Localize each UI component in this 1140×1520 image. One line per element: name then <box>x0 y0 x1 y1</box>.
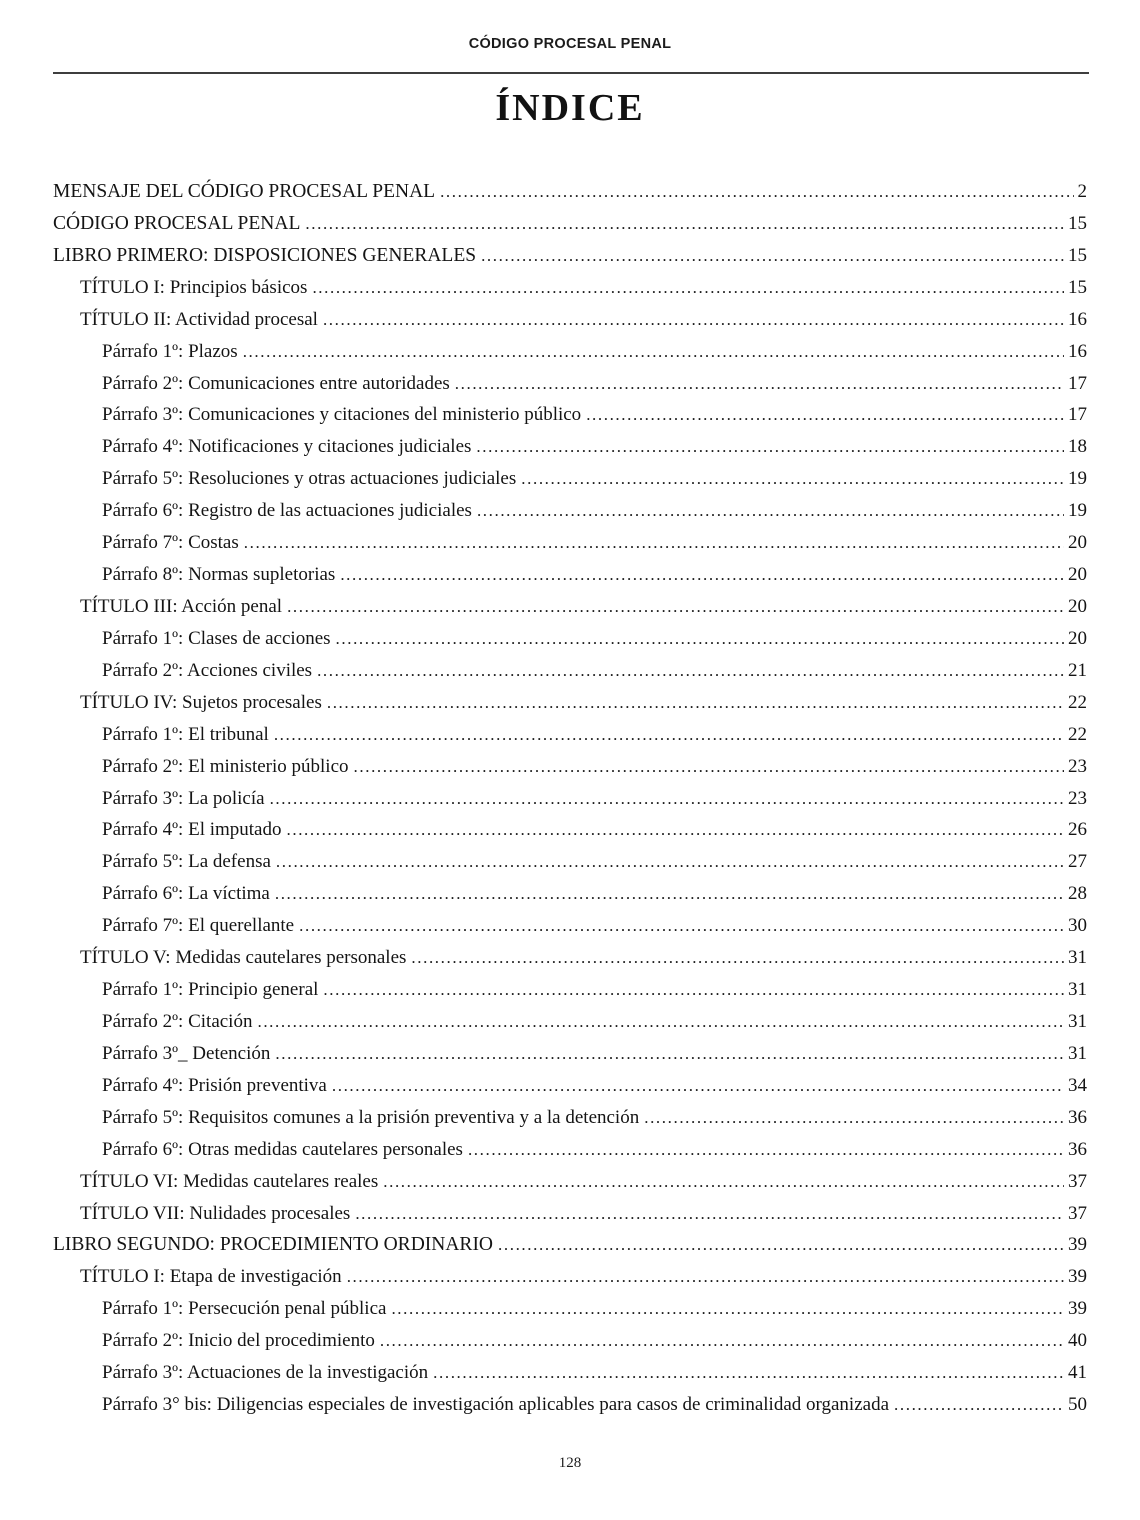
toc-entry <box>53 336 1087 368</box>
toc-entry <box>53 1389 1087 1421</box>
toc-entry <box>53 623 1087 655</box>
toc-entry <box>53 1325 1087 1357</box>
toc-entry-page-number: 21 <box>1068 659 1087 681</box>
dot-leader <box>476 431 1064 463</box>
toc-entry <box>53 878 1087 910</box>
toc-entry-label: Párrafo 2º: Comunicaciones entre autoridades <box>102 372 450 394</box>
toc-entry-page-number: 17 <box>1068 372 1087 394</box>
dot-leader <box>312 272 1064 304</box>
toc-entry-label: Párrafo 7º: El querellante <box>102 915 295 937</box>
dot-leader <box>275 1038 1064 1070</box>
toc-entry <box>53 368 1087 400</box>
toc-entry-label: MENSAJE DEL CÓDIGO PROCESAL PENAL <box>53 181 436 202</box>
dot-leader <box>521 463 1064 495</box>
dot-leader <box>586 399 1064 431</box>
dot-leader <box>354 751 1064 783</box>
toc-entry-page-number: 16 <box>1068 308 1087 330</box>
dot-leader <box>243 336 1064 368</box>
dot-leader <box>498 1229 1064 1261</box>
dot-leader <box>340 559 1064 591</box>
toc-entry-label: Párrafo 1º: Principio general <box>102 979 319 1001</box>
toc-entry <box>53 1134 1087 1166</box>
toc-entry <box>53 846 1087 878</box>
toc-entry-label: Párrafo 3º: Comunicaciones y citaciones del ministerio público <box>102 404 582 426</box>
dot-leader <box>455 368 1064 400</box>
toc-entry <box>53 1357 1087 1389</box>
dot-leader <box>327 687 1064 719</box>
dot-leader <box>287 814 1065 846</box>
toc-entry-page-number: 20 <box>1068 595 1087 617</box>
toc-entry-label: CÓDIGO PROCESAL PENAL <box>53 212 301 234</box>
dot-leader <box>274 719 1064 751</box>
dot-leader <box>336 623 1064 655</box>
dot-leader <box>244 527 1064 559</box>
dot-leader <box>347 1261 1064 1293</box>
toc-entry <box>53 687 1087 719</box>
toc-entry-page-number: 26 <box>1068 819 1087 841</box>
dot-leader <box>332 1070 1064 1102</box>
toc-entry-page-number: 50 <box>1068 1394 1087 1416</box>
toc-entry-page-number: 39 <box>1068 1266 1087 1288</box>
dot-leader <box>644 1102 1064 1134</box>
toc-entry-page-number: 34 <box>1068 1074 1087 1096</box>
running-header: CÓDIGO PROCESAL PENAL <box>468 36 672 52</box>
toc-entry <box>53 399 1087 431</box>
toc-entry-label: Párrafo 3º: Actuaciones de la investigación <box>102 1362 429 1384</box>
toc-entry-page-number: 16 <box>1068 340 1087 362</box>
dot-leader <box>411 942 1064 974</box>
dot-leader <box>481 240 1064 272</box>
dot-leader <box>894 1389 1064 1421</box>
toc-entry-page-number: 31 <box>1068 1010 1087 1032</box>
toc-entry-label: TÍTULO III: Acción penal <box>80 595 283 617</box>
toc-entry-page-number: 20 <box>1068 564 1087 586</box>
toc-entry-page-number: 39 <box>1068 1234 1087 1256</box>
toc-entry <box>53 655 1087 687</box>
toc-entry-label: Párrafo 4º: Prisión preventiva <box>102 1074 327 1096</box>
toc-entry <box>53 783 1087 815</box>
toc-entry-label: Párrafo 6º: Otras medidas cautelares personales <box>102 1138 463 1160</box>
toc-entry <box>53 751 1087 783</box>
toc-entry-label: TÍTULO I: Etapa de investigación <box>80 1266 342 1288</box>
toc-entry <box>53 463 1087 495</box>
toc-entry <box>53 1229 1087 1261</box>
toc-entry-page-number: 31 <box>1068 1042 1087 1064</box>
dot-leader <box>287 591 1064 623</box>
toc-entry-label: TÍTULO VII: Nulidades procesales <box>80 1202 351 1224</box>
toc-entry <box>53 559 1087 591</box>
dot-leader <box>323 304 1064 336</box>
toc-entry-label: Párrafo 2º: Inicio del procedimiento <box>102 1330 375 1352</box>
toc-entry-label: LIBRO SEGUNDO: PROCEDIMIENTO ORDINARIO <box>53 1234 494 1256</box>
toc-entry-label: Párrafo 3° bis: Diligencias especiales de investigación aplicables para casos de criminalidad organizada <box>102 1394 890 1416</box>
toc-entry-page-number: 22 <box>1068 723 1087 745</box>
toc-entry-label: TÍTULO IV: Sujetos procesales <box>80 691 322 713</box>
toc-entry-page-number: 15 <box>1068 212 1087 234</box>
toc-entry <box>53 208 1087 240</box>
toc-entry-page-number: 19 <box>1068 468 1087 490</box>
dot-leader <box>276 846 1064 878</box>
toc-entry-page-number: 41 <box>1068 1362 1087 1384</box>
toc-entry <box>53 1293 1087 1325</box>
toc-entry-page-number: 23 <box>1068 755 1087 777</box>
dot-leader <box>299 910 1064 942</box>
toc-entry <box>53 1038 1087 1070</box>
toc-entry <box>53 527 1087 559</box>
toc-entry <box>53 176 1087 208</box>
toc-entry <box>53 1102 1087 1134</box>
toc-entry-page-number: 17 <box>1068 404 1087 426</box>
toc-entry-page-number: 15 <box>1068 276 1087 298</box>
table-of-contents <box>53 176 1087 1421</box>
toc-entry-label: Párrafo 5º: La defensa <box>102 851 271 873</box>
toc-entry-label: Párrafo 2º: Citación <box>102 1010 253 1032</box>
dot-leader <box>257 1006 1064 1038</box>
toc-entry-page-number: 30 <box>1068 915 1087 937</box>
toc-entry-label: LIBRO PRIMERO: DISPOSICIONES GENERALES <box>53 244 477 266</box>
dot-leader <box>317 655 1064 687</box>
toc-entry-page-number: 18 <box>1068 436 1087 458</box>
toc-entry-label: Párrafo 1º: Clases de acciones <box>102 627 331 649</box>
toc-entry-page-number: 2 <box>1077 181 1087 202</box>
toc-entry-label: Párrafo 6º: La víctima <box>102 883 270 905</box>
toc-entry-page-number: 37 <box>1068 1170 1087 1192</box>
dot-leader <box>270 783 1064 815</box>
toc-entry-page-number: 15 <box>1068 244 1087 266</box>
toc-entry <box>53 495 1087 527</box>
toc-entry-page-number: 20 <box>1068 627 1087 649</box>
dot-leader <box>433 1357 1064 1389</box>
dot-leader <box>323 974 1064 1006</box>
footer-page-number: 128 <box>558 1455 582 1471</box>
toc-entry <box>53 942 1087 974</box>
toc-entry <box>53 591 1087 623</box>
toc-entry-label: Párrafo 7º: Costas <box>102 532 239 554</box>
dot-leader <box>305 208 1064 240</box>
toc-entry <box>53 1198 1087 1230</box>
dot-leader <box>391 1293 1064 1325</box>
dot-leader <box>477 495 1064 527</box>
toc-entry-label: Párrafo 2º: Acciones civiles <box>102 659 313 681</box>
toc-entry-page-number: 22 <box>1068 691 1087 713</box>
toc-entry-page-number: 27 <box>1068 851 1087 873</box>
toc-entry-label: Párrafo 4º: Notificaciones y citaciones judiciales <box>102 436 472 458</box>
dot-leader <box>380 1325 1064 1357</box>
toc-entry <box>53 1261 1087 1293</box>
toc-entry-label: Párrafo 1º: Persecución penal pública <box>102 1298 387 1320</box>
toc-entry-label: Párrafo 5º: Resoluciones y otras actuaciones judiciales <box>102 468 517 490</box>
toc-entry-label: Párrafo 1º: El tribunal <box>102 723 269 745</box>
toc-entry-label: Párrafo 5º: Requisitos comunes a la prisión preventiva y a la detención <box>102 1106 640 1128</box>
toc-entry-label: TÍTULO VI: Medidas cautelares reales <box>80 1170 379 1192</box>
toc-entry-label: Párrafo 6º: Registro de las actuaciones judiciales <box>102 500 472 522</box>
dot-leader <box>440 176 1073 208</box>
toc-entry-label: TÍTULO II: Actividad procesal <box>80 308 318 330</box>
toc-entry-page-number: 31 <box>1068 979 1087 1001</box>
header-divider-line <box>53 72 1089 74</box>
toc-entry-page-number: 23 <box>1068 787 1087 809</box>
toc-entry <box>53 1070 1087 1102</box>
toc-entry <box>53 272 1087 304</box>
toc-entry-label: TÍTULO V: Medidas cautelares personales <box>80 947 407 969</box>
toc-entry <box>53 304 1087 336</box>
toc-entry-page-number: 36 <box>1068 1106 1087 1128</box>
toc-entry-label: Párrafo 8º: Normas supletorias <box>102 564 336 586</box>
toc-entry-label: Párrafo 1º: Plazos <box>102 340 238 362</box>
toc-entry-label: TÍTULO I: Principios básicos <box>80 276 308 298</box>
toc-entry-page-number: 28 <box>1068 883 1087 905</box>
toc-entry-label: Párrafo 4º: El imputado <box>102 819 282 841</box>
dot-leader <box>355 1198 1064 1230</box>
toc-entry-page-number: 36 <box>1068 1138 1087 1160</box>
toc-entry-label: Párrafo 3º_ Detención <box>102 1042 271 1064</box>
dot-leader <box>383 1166 1064 1198</box>
toc-entry <box>53 910 1087 942</box>
toc-entry-page-number: 31 <box>1068 947 1087 969</box>
toc-entry-page-number: 40 <box>1068 1330 1087 1352</box>
dot-leader <box>275 878 1064 910</box>
toc-entry <box>53 974 1087 1006</box>
toc-entry-page-number: 20 <box>1068 532 1087 554</box>
toc-entry <box>53 1166 1087 1198</box>
toc-entry-page-number: 37 <box>1068 1202 1087 1224</box>
toc-entry <box>53 240 1087 272</box>
toc-entry <box>53 814 1087 846</box>
toc-entry-label: Párrafo 2º: El ministerio público <box>102 755 349 777</box>
toc-entry-page-number: 19 <box>1068 500 1087 522</box>
toc-entry-page-number: 39 <box>1068 1298 1087 1320</box>
page-title: ÍNDICE <box>495 87 645 129</box>
dot-leader <box>468 1134 1064 1166</box>
toc-entry <box>53 719 1087 751</box>
toc-entry <box>53 1006 1087 1038</box>
toc-entry <box>53 431 1087 463</box>
toc-entry-label: Párrafo 3º: La policía <box>102 787 265 809</box>
